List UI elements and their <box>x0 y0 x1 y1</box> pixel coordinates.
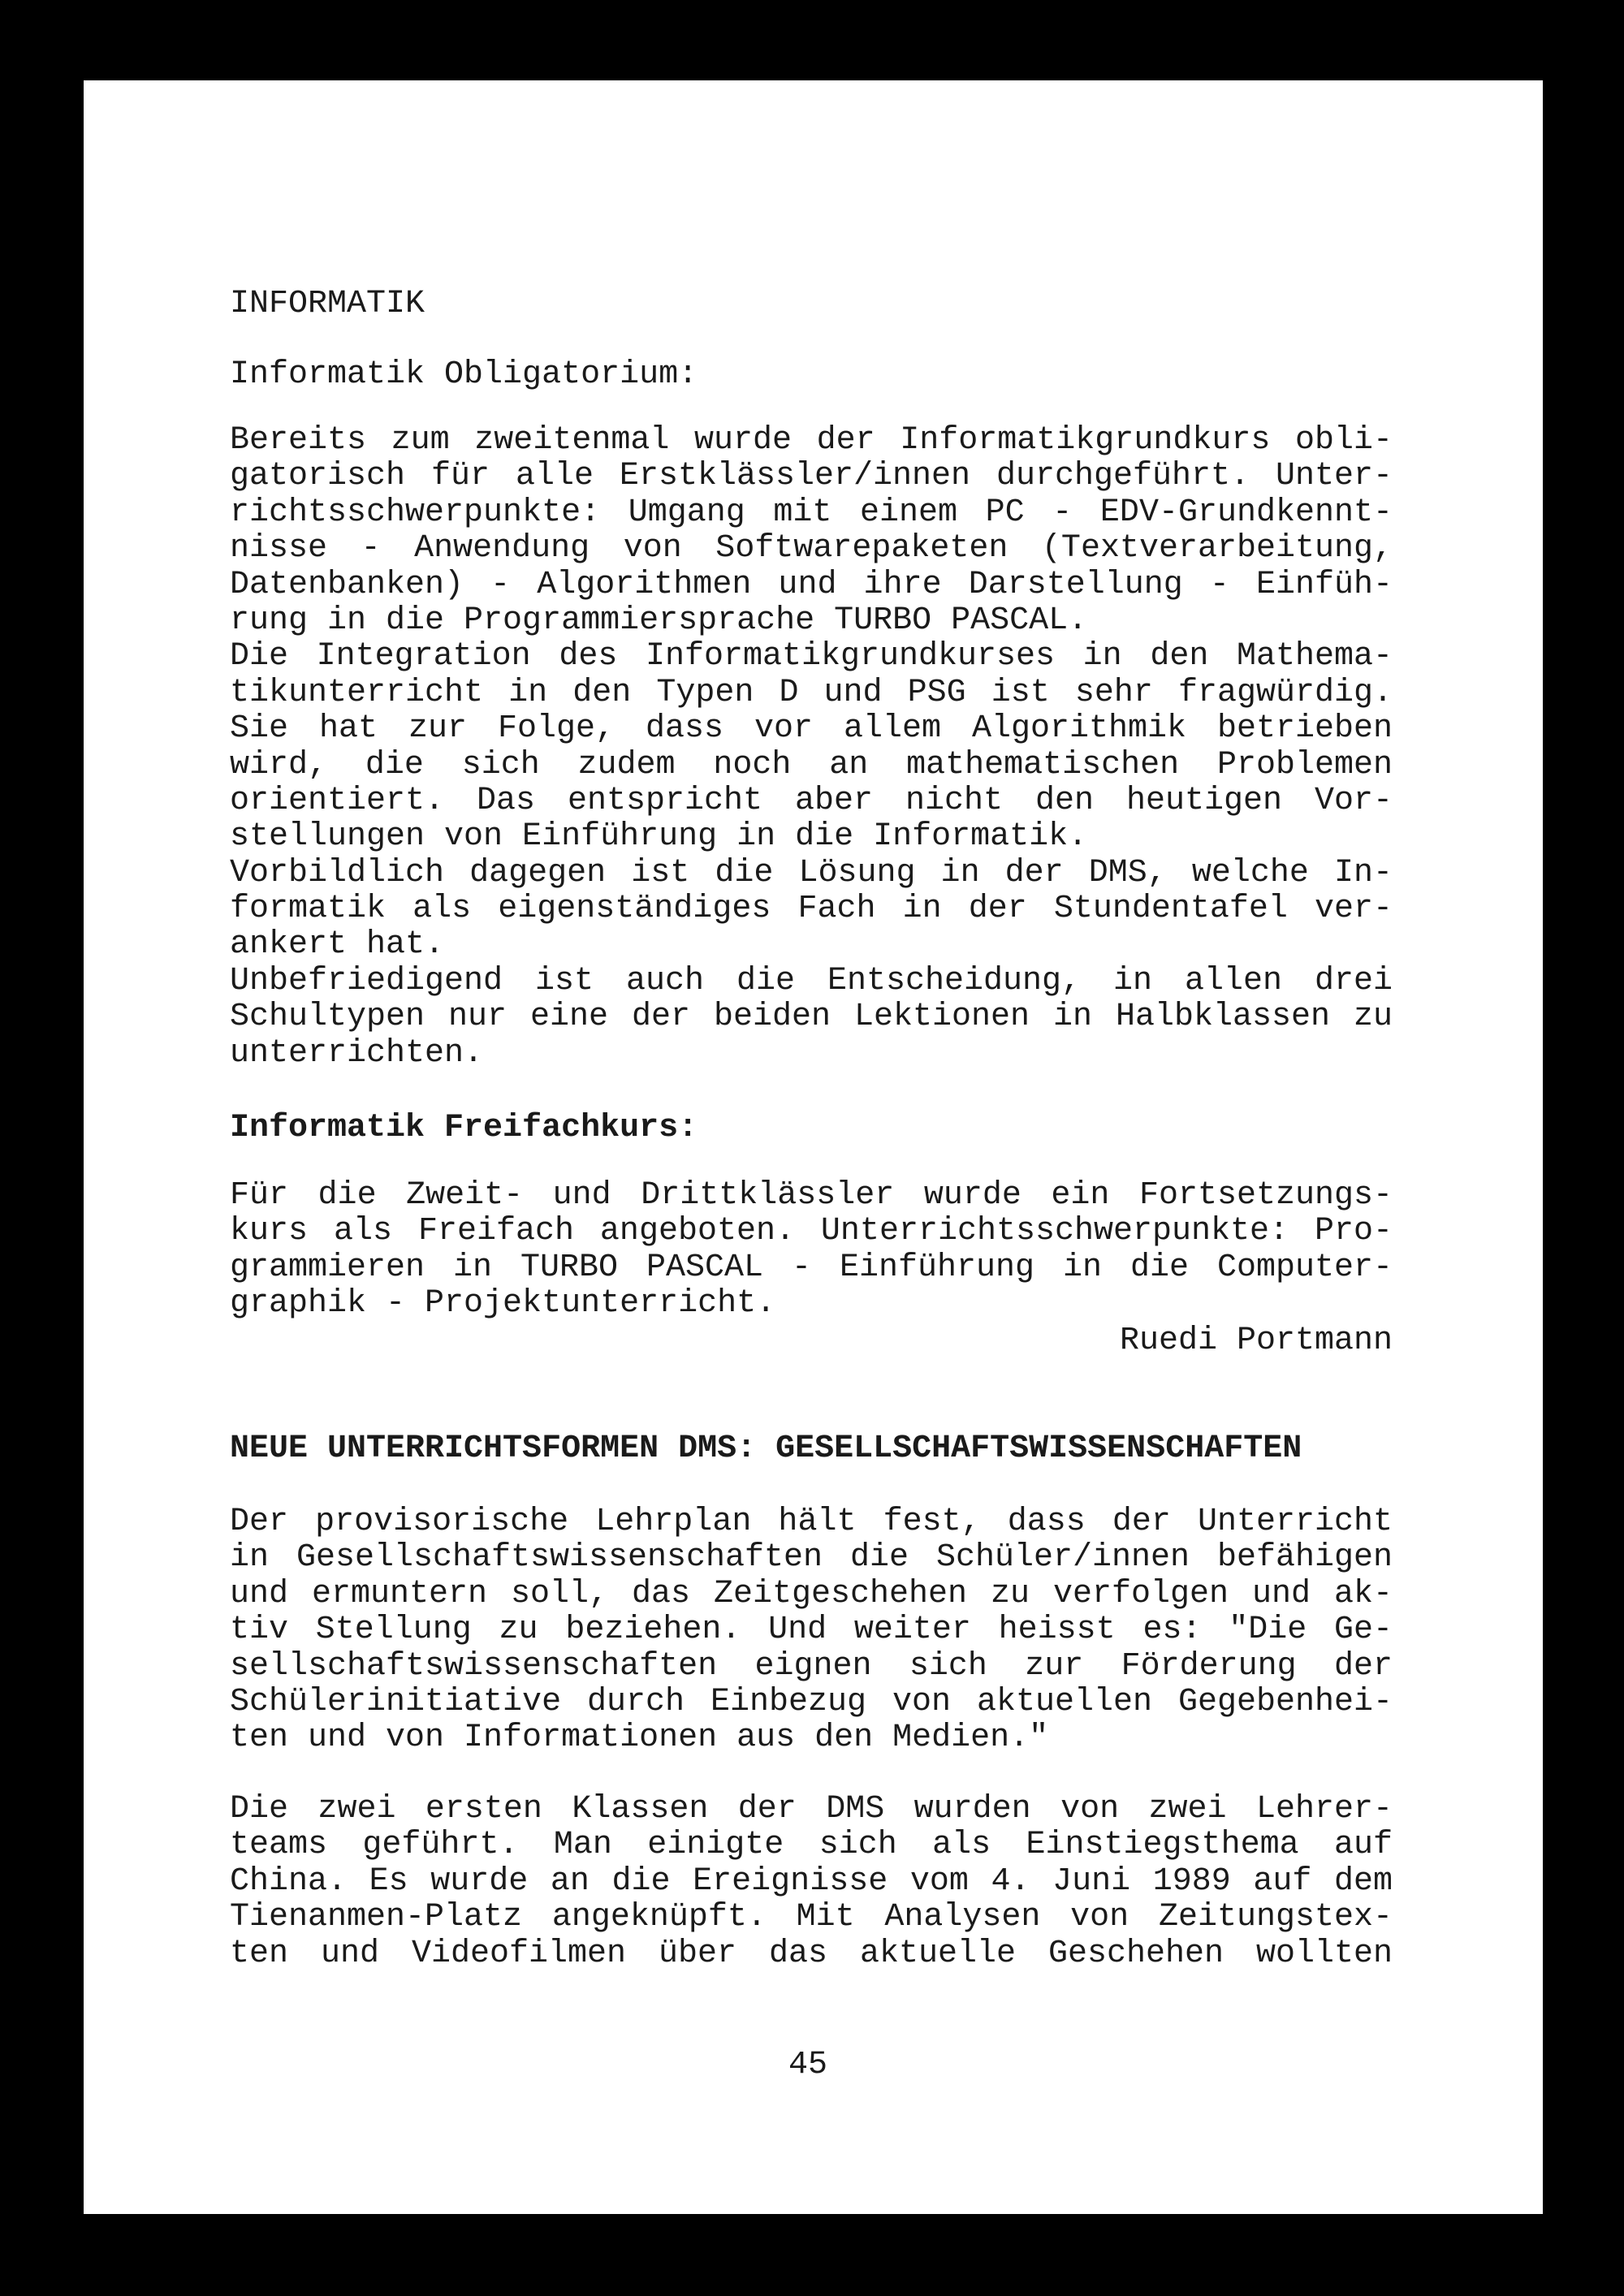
subheading-freifachkurs: Informatik Freifachkurs: <box>230 1110 698 1146</box>
text-line: richtsschwerpunkte: Umgang mit einem PC - EDV-Grundkennt- <box>230 494 1393 531</box>
text-line: Für die Zweit- und Drittklässler wurde ein Fortsetzungs- <box>230 1177 1393 1214</box>
paragraph-freifachkurs <box>230 1178 1393 1323</box>
text-line: Unbefriedigend ist auch die Entscheidung, in allen drei <box>230 962 1393 999</box>
text-line: kurs als Freifach angeboten. Unterrichtsschwerpunkte: Pro- <box>230 1213 1393 1250</box>
text-line: orientiert. Das entspricht aber nicht den heutigen Vor- <box>230 782 1393 819</box>
text-line: China. Es wurde an die Ereignisse vom 4. Juni 1989 auf dem <box>230 1862 1393 1900</box>
text-line: Schülerinitiative durch Einbezug von aktuellen Gegebenhei- <box>230 1683 1393 1720</box>
text-line: ankert hat. <box>230 926 445 964</box>
text-line: formatik als eigenständiges Fach in der Stundentafel ver- <box>230 891 1393 928</box>
text-line: Die Integration des Informatikgrundkurses in den Mathema- <box>230 638 1393 675</box>
text-line: tiv Stellung zu beziehen. Und weiter heisst es: "Die Ge- <box>230 1612 1393 1649</box>
text-line: tikunterricht in den Typen D und PSG ist sehr fragwürdig. <box>230 674 1393 711</box>
text-line: Bereits zum zweitenmal wurde der Informatikgrundkurs obli- <box>230 422 1393 459</box>
text-line: Tienanmen-Platz angeknüpft. Mit Analysen von Zeitungstex- <box>230 1899 1393 1936</box>
text-line: und ermuntern soll, das Zeitgeschehen zu verfolgen und ak- <box>230 1575 1393 1612</box>
text-line: Der provisorische Lehrplan hält fest, dass der Unterricht <box>230 1504 1393 1540</box>
section-title-dms: NEUE UNTERRICHTSFORMEN DMS: GESELLSCHAFTSWISSENSCHAFTEN <box>230 1431 1302 1467</box>
section-title-informatik: INFORMATIK <box>230 286 425 322</box>
subheading-obligatorium: Informatik Obligatorium: <box>230 356 698 393</box>
text-line: nisse - Anwendung von Softwarepaketen (Textverarbeitung, <box>230 530 1393 568</box>
page-number: 45 <box>788 2047 827 2083</box>
text-line: teams geführt. Man einigte sich als Einstiegsthema auf <box>230 1827 1393 1864</box>
text-line: wird, die sich zudem noch an mathematischen Problemen <box>230 746 1393 783</box>
text-line: Sie hat zur Folge, dass vor allem Algorithmik betrieben <box>230 710 1393 748</box>
text-line: Vorbildlich dagegen ist die Lösung in der DMS, welche In- <box>230 854 1393 891</box>
text-line: graphik - Projektunterricht. <box>230 1285 776 1323</box>
text-line: ten und von Informationen aus den Medien." <box>230 1720 1049 1757</box>
paragraph-lehrplan <box>230 1504 1393 1757</box>
text-line: Die zwei ersten Klassen der DMS wurden von zwei Lehrer- <box>230 1791 1393 1828</box>
text-line: rung in die Programmiersprache TURBO PASCAL. <box>230 602 1088 639</box>
author-signature: Ruedi Portmann <box>1119 1323 1393 1359</box>
paragraph-klassen <box>230 1792 1393 1972</box>
text-line: ten und Videofilmen über das aktuelle Geschehen wollten <box>230 1935 1393 1972</box>
text-line: stellungen von Einführung in die Informatik. <box>230 818 1088 856</box>
text-line: gatorisch für alle Erstklässler/innen durchgeführt. Unter- <box>230 458 1393 495</box>
text-line: sellschaftswissenschaften eignen sich zur Förderung der <box>230 1647 1393 1685</box>
text-line: Schultypen nur eine der beiden Lektionen in Halbklassen zu <box>230 999 1393 1036</box>
text-line: in Gesellschaftswissenschaften die Schüler/innen befähigen <box>230 1539 1393 1577</box>
text-line: grammieren in TURBO PASCAL - Einführung in die Computer- <box>230 1249 1393 1286</box>
text-line: unterrichten. <box>230 1034 484 1072</box>
paragraph-obligatorium <box>230 423 1393 1072</box>
text-line: Datenbanken) - Algorithmen und ihre Darstellung - Einfüh- <box>230 566 1393 603</box>
